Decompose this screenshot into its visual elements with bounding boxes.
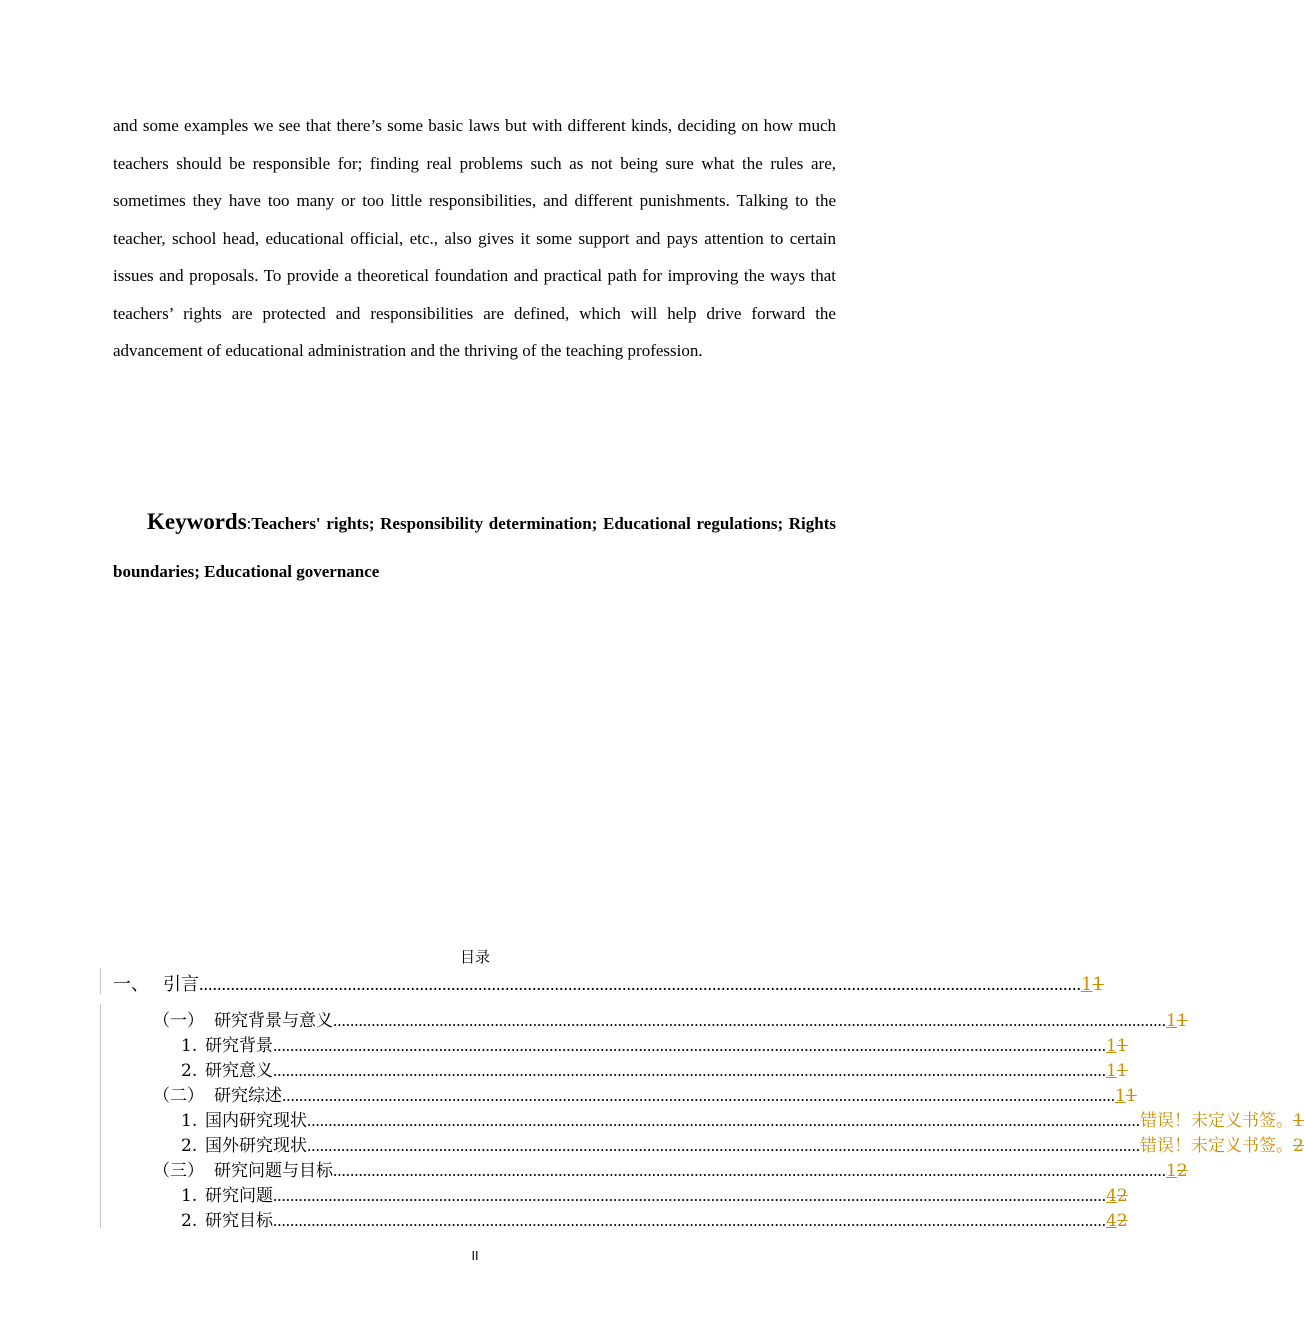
toc-page-number: 42 [1106, 1211, 1128, 1231]
toc-entry-text: 研究问题与目标 [214, 1161, 333, 1181]
toc-entry-text: 研究背景与意义 [214, 1011, 333, 1031]
toc-entry[interactable] [100, 1006, 1188, 1031]
keywords-paragraph [113, 498, 836, 596]
abstract-line: responsibilities are defined, which will help drive forward the advancement of educational [113, 303, 836, 360]
keywords-colon: : [246, 514, 252, 533]
toc-leader: .................................................................................................................................................................................................... [282, 1086, 1115, 1105]
toc-entry[interactable] [100, 1081, 1137, 1106]
toc-leader: .................................................................................................................................................................................................... [273, 1211, 1106, 1230]
abstract-line: punishments. Talking to the teacher, school head, educational official, etc., also gives it some [113, 191, 836, 248]
bookmark-error-text: 错误！未定义书签。 [1140, 1136, 1293, 1156]
toc-entry-text: 引言 [163, 974, 199, 995]
toc-leader: .................................................................................................................................................................................................... [333, 1011, 1166, 1030]
toc-entry-number: 2. [181, 1061, 198, 1081]
abstract-line: and practical path for improving the ways that teachers’ rights are protected and [113, 266, 836, 323]
toc-entry[interactable] [100, 1031, 1128, 1056]
abstract-line: support and pays attention to certain issues and proposals. To provide a theoretical foundation [113, 228, 836, 285]
toc-page-number: 11 [1106, 1061, 1128, 1081]
keywords-label: Keywords [147, 509, 247, 534]
toc-page-number: 错误！未定义书签。1 [1140, 1111, 1304, 1131]
toc-entry-number: （二） [153, 1086, 204, 1106]
abstract-line: administration and the thriving of the teaching profession. [307, 341, 703, 360]
toc-entry-number: 1. [181, 1111, 198, 1131]
toc-entry-number: 1. [181, 1036, 198, 1056]
toc-entry-number: 一、 [113, 974, 149, 995]
toc-leader: .................................................................................................................................................................................................... [273, 1186, 1106, 1205]
toc-entry-number: 1. [181, 1186, 198, 1206]
toc-entry-text: 国外研究现状 [205, 1136, 307, 1156]
toc-page-number: 12 [1166, 1161, 1188, 1181]
toc-entry-text: 国内研究现状 [205, 1111, 307, 1131]
toc-entry-number: （一） [153, 1011, 204, 1031]
toc-entry-text: 研究目标 [205, 1211, 273, 1231]
abstract-paragraph [113, 107, 836, 370]
toc-entry-text: 研究问题 [205, 1186, 273, 1206]
toc-entry-number: 2. [181, 1136, 198, 1156]
toc-leader: .................................................................................................................................................................................................... [307, 1111, 1140, 1130]
abstract-line: and some examples we see that there’s some basic laws but with different kinds, deciding on [113, 116, 764, 135]
toc-entry[interactable] [100, 1206, 1128, 1231]
toc-page-number: 错误！未定义书签。2 [1140, 1136, 1304, 1156]
toc-entry-text: 研究意义 [205, 1061, 273, 1081]
toc-leader: .................................................................................................................................................................................................... [273, 1036, 1106, 1055]
toc-entry[interactable] [100, 1106, 1304, 1131]
toc-entry-text: 研究综述 [214, 1086, 282, 1106]
abstract-line: how much teachers should be responsible for; finding real problems such as not being sure [113, 116, 836, 173]
toc-entry-number: （三） [153, 1161, 204, 1181]
toc-page-number: 11 [1166, 1011, 1188, 1031]
toc-page-number: 11 [1115, 1086, 1137, 1106]
toc-page-number: 11 [1106, 1036, 1128, 1056]
toc-page-number: 42 [1106, 1186, 1128, 1206]
toc-entry-text: 研究背景 [205, 1036, 273, 1056]
toc-entry-number: 2. [181, 1211, 198, 1231]
bookmark-error-text: 错误！未定义书签。 [1140, 1111, 1293, 1131]
abstract-line: what the rules are, sometimes they have too many or too little responsibilities, and different [113, 153, 836, 210]
toc-entry[interactable] [100, 1131, 1304, 1156]
toc-leader: .................................................................................................................................................................................................... [199, 974, 1081, 994]
toc-page-number: 11 [1081, 974, 1104, 995]
toc-leader: .................................................................................................................................................................................................... [333, 1161, 1166, 1180]
toc-leader: .................................................................................................................................................................................................... [307, 1136, 1140, 1155]
toc-leader: .................................................................................................................................................................................................... [273, 1061, 1106, 1080]
toc-entry[interactable] [100, 1056, 1128, 1081]
keywords-text: Teachers' rights; Responsibility determination; Educational regulations; Rights boundaries; Educational governance [113, 514, 836, 581]
toc-title: 目录 [459, 948, 490, 966]
page-number-footer: II [471, 1249, 479, 1263]
toc-entry[interactable] [100, 1181, 1128, 1206]
toc-entry[interactable] [100, 970, 1104, 996]
toc-entry[interactable] [100, 1156, 1188, 1181]
